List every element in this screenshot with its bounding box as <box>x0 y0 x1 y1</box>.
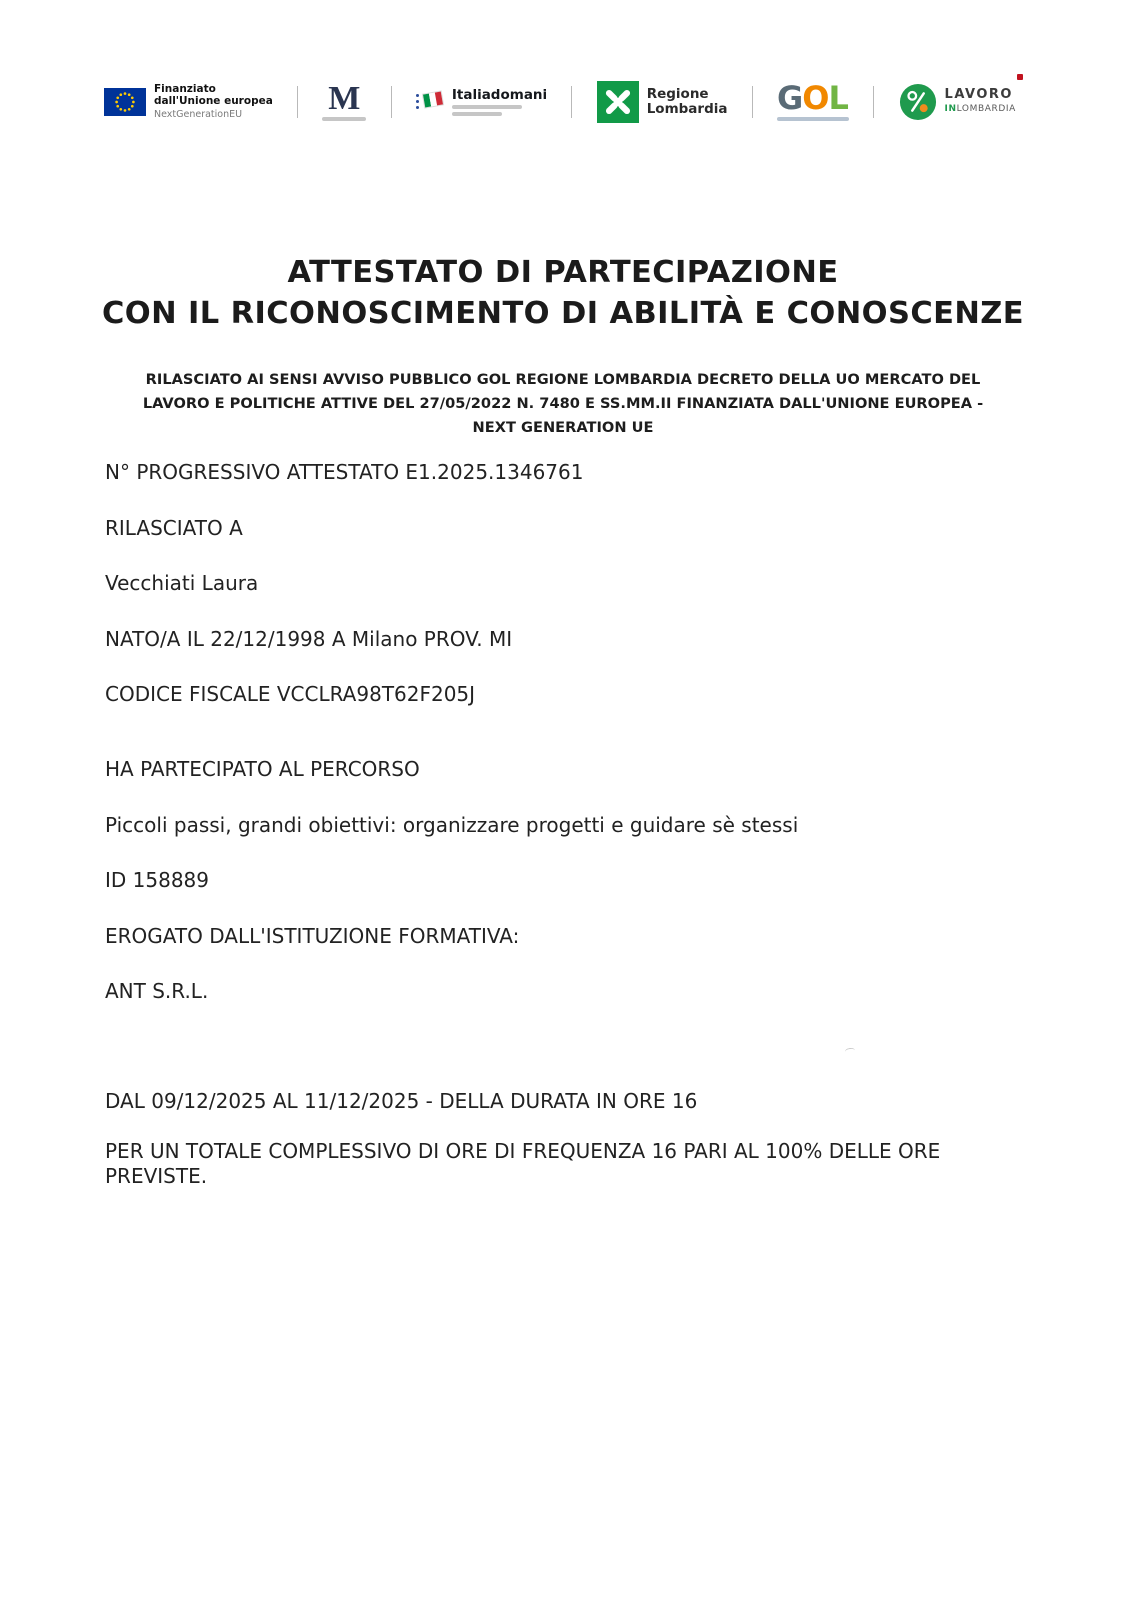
fine-print-placeholder <box>322 117 366 121</box>
lavoro-lombardia: LOMBARDIA <box>956 104 1016 114</box>
italiadomani-text <box>452 88 547 116</box>
ministry-red-accent-icon <box>1017 74 1023 80</box>
eu-funding-logo <box>104 83 273 121</box>
certificate-body <box>105 460 1020 1190</box>
certificate-title <box>0 252 1126 334</box>
logo-bar <box>104 72 1016 132</box>
gol-letter-o: O <box>802 79 829 117</box>
gol-letters <box>777 79 848 117</box>
lavoro-line1: LAVORO <box>944 87 1013 102</box>
ministry-logo <box>322 80 366 121</box>
lavoro-line2 <box>945 103 1016 116</box>
logo-separator <box>297 86 298 118</box>
gol-logo <box>777 79 849 121</box>
training-provider: ANT S.R.L. <box>105 979 209 1004</box>
regione-lombardia-logo <box>597 81 728 123</box>
italiadomani-logo <box>416 88 547 116</box>
regione-line2: Lombardia <box>646 101 728 117</box>
lavoro-in-lombardia-logo <box>899 83 1016 121</box>
logo-separator <box>391 86 392 118</box>
fine-print-placeholder <box>452 112 502 116</box>
logo-separator <box>873 86 874 118</box>
certificate-title-line1: ATTESTATO DI PARTECIPAZIONE <box>287 255 839 290</box>
gol-letter-l: L <box>828 79 848 117</box>
gol-letter-g: G <box>777 79 803 117</box>
logo-separator <box>752 86 753 118</box>
erogato-label: EROGATO DALL'ISTITUZIONE FORMATIVA: <box>105 923 520 948</box>
eu-flag-icon <box>104 88 146 116</box>
rosa-camuna-icon <box>597 81 639 123</box>
eu-funding-line1: Finanziato <box>154 83 216 95</box>
duration-line: DAL 09/12/2025 AL 11/12/2025 - DELLA DURATA IN ORE 16 <box>105 1088 698 1113</box>
ministry-m-letter: M <box>328 80 361 117</box>
progressivo-line: N° PROGRESSIVO ATTESTATO E1.2025.1346761 <box>105 460 584 484</box>
certificate-title-line2: CON IL RICONOSCIMENTO DI ABILITÀ E CONOSCENZE <box>101 296 1025 331</box>
logo-separator <box>571 86 572 118</box>
codice-fiscale-line: CODICE FISCALE VCCLRA98T62F205J <box>105 682 476 707</box>
attendance-total-line: PER UN TOTALE COMPLESSIVO DI ORE DI FREQUENZA 16 PARI AL 100% DELLE ORE PREVISTE. <box>105 1138 941 1189</box>
eu-funding-line2: dall'Unione europea <box>154 95 273 107</box>
lavoro-in: IN <box>944 104 957 114</box>
lavoro-text <box>945 88 1016 116</box>
fine-print-placeholder <box>452 105 522 109</box>
recipient-name: Vecchiati Laura <box>105 571 259 596</box>
birth-line: NATO/A IL 22/12/1998 A Milano PROV. MI <box>105 626 513 651</box>
italiadomani-label: Italiadomani <box>451 87 548 103</box>
rilasciato-a-label: RILASCIATO A <box>105 515 243 540</box>
course-title: Piccoli passi, grandi obiettivi: organizzare progetti e guidare sè stessi <box>105 812 799 837</box>
partecipato-label: HA PARTECIPATO AL PERCORSO <box>105 756 420 781</box>
italy-flag-icon <box>416 91 444 113</box>
eu-funding-line3: NextGenerationEU <box>154 109 243 120</box>
fine-print-placeholder <box>777 117 849 121</box>
regione-line1: Regione <box>646 86 709 102</box>
italiadomani-stars-icon <box>416 94 419 109</box>
course-id: ID 158889 <box>105 868 210 893</box>
lavoro-percent-icon <box>899 83 937 121</box>
eu-funding-text <box>154 83 273 121</box>
certificate-subtitle: RILASCIATO AI SENSI AVVISO PUBBLICO GOL REGIONE LOMBARDIA DECRETO DELLA UO MERCATO DEL LAVORO E POLITICHE ATTIVE DEL 27/05/2022 N. 7480 E SS.MM.II FINANZIATA DALL'UNIONE EUROPEA - NEXT GENERATION UE <box>142 371 984 436</box>
regione-lombardia-text <box>647 87 728 117</box>
